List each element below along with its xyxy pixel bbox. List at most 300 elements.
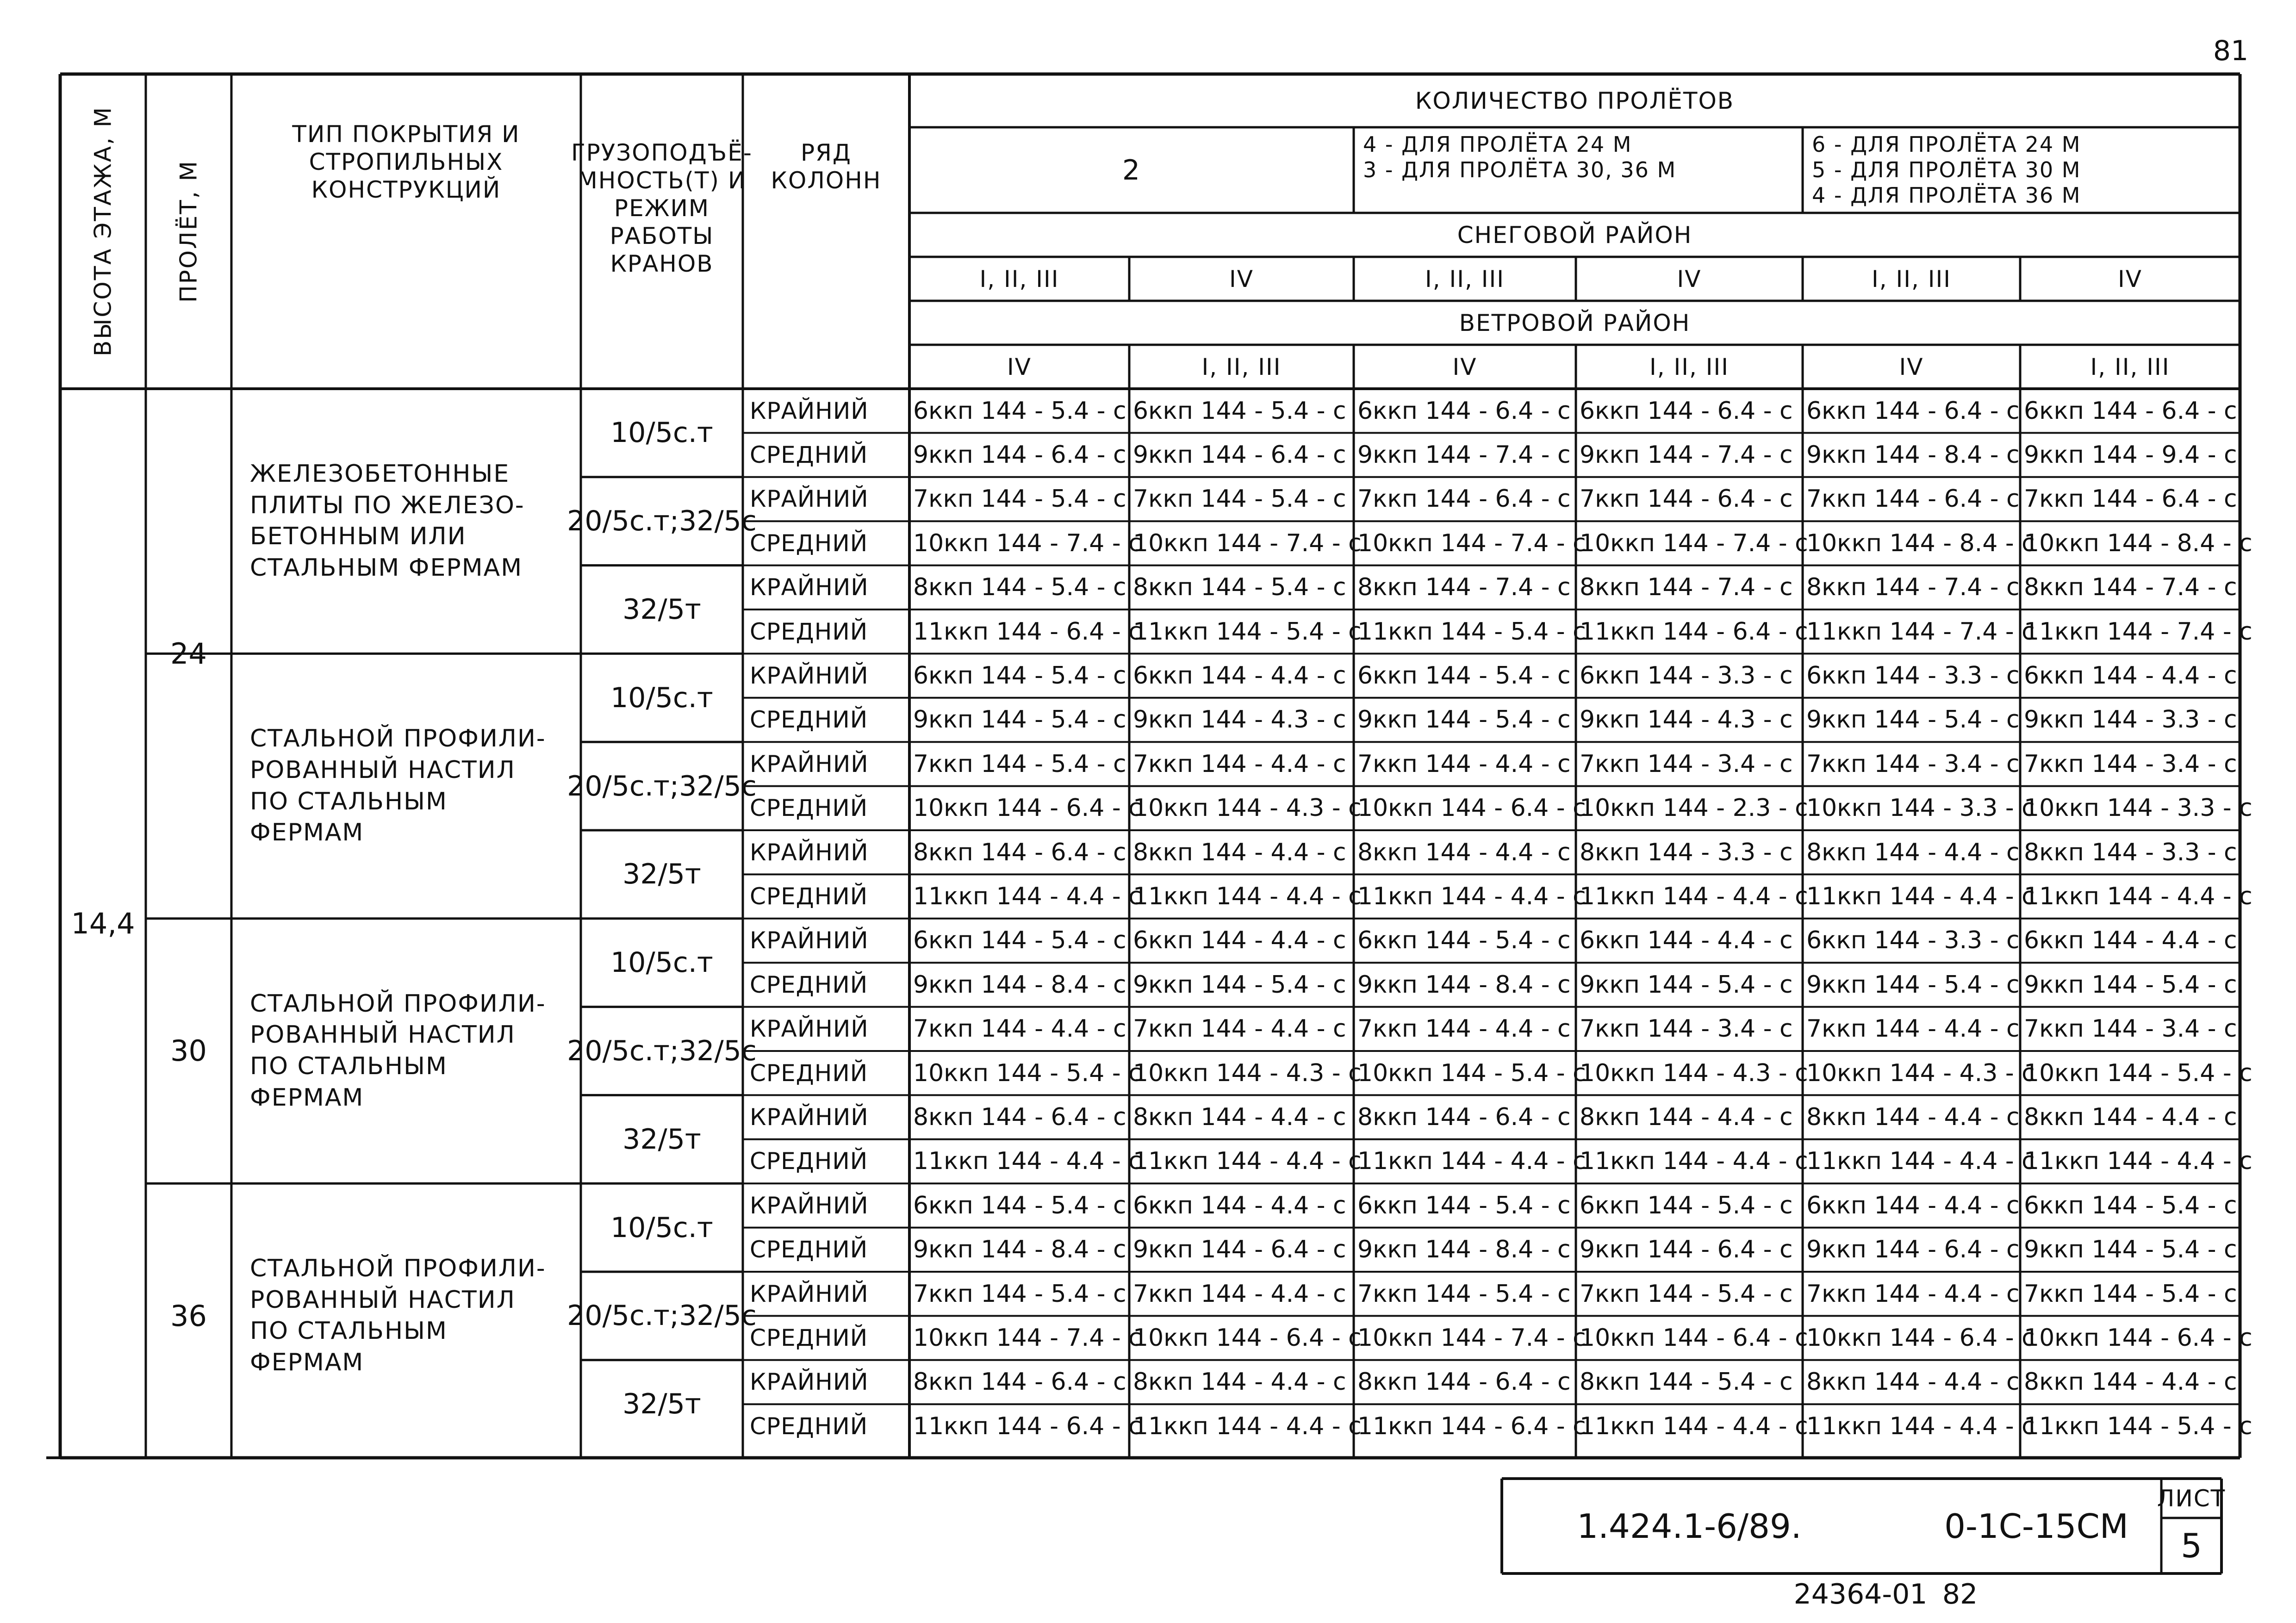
table-cell: [1806, 786, 2035, 830]
table-cell: [1133, 742, 1352, 786]
table-cell-text: 7ккп 144 - 4.4 - с: [1806, 1015, 2020, 1043]
table-cell: [1357, 1360, 1574, 1404]
table-cell-text: 8ккп 144 - 4.4 - с: [1357, 838, 1571, 866]
column-row-label-text: СРЕДНИЙ: [750, 1059, 868, 1087]
crane-capacity: [581, 1095, 743, 1183]
roof-type-cell: [250, 1202, 572, 1430]
table-cell: [1580, 566, 1801, 609]
header-span-text: ПРОЛЁТ, М: [175, 160, 202, 303]
table-cell: [1357, 566, 1574, 609]
wind-region-value: [909, 345, 1129, 389]
table-cell: [1133, 1051, 1362, 1095]
table-cell: [1357, 830, 1574, 874]
header-floor-height-text: ВЫСОТА ЭТАЖА, М: [89, 106, 117, 357]
table-cell: [2024, 521, 2252, 565]
column-row-label-text: СРЕДНИЙ: [750, 706, 868, 734]
table-cell-text: 9ккп 144 - 7.4 - с: [1357, 441, 1571, 469]
table-cell: [913, 1139, 1142, 1183]
column-row-label-text: КРАЙНИЙ: [750, 1015, 869, 1043]
table-cell-text: 10ккп 144 - 8.4 - с: [2024, 529, 2252, 557]
table-cell: [1357, 1228, 1574, 1272]
table-cell-text: 10ккп 144 - 7.4 - с: [1357, 1324, 1586, 1352]
table-cell: [1806, 742, 2018, 786]
table-cell: [913, 433, 1127, 477]
table-cell-text: 8ккп 144 - 6.4 - с: [913, 838, 1126, 866]
column-row-label-text: СРЕДНИЙ: [750, 795, 868, 822]
table-cell-text: 7ккп 144 - 4.4 - с: [1133, 1015, 1346, 1043]
stamp-sheet-number: [2161, 1518, 2221, 1573]
roof-type-line: СТАЛЬНОЙ ПРОФИЛИ-: [250, 725, 546, 753]
table-cell-text: 11ккп 144 - 7.4 - с: [1806, 617, 2035, 646]
table-cell: [1133, 1404, 1362, 1448]
table-cell-text: 10ккп 144 - 4.3 - с: [1133, 794, 1362, 822]
stamp-code: [1921, 1479, 2152, 1573]
table-cell-text: 6ккп 144 - 4.4 - с: [1580, 927, 1793, 955]
column-row-label: [750, 609, 902, 653]
table-cell: [1806, 963, 2018, 1007]
header-column-row-text: РЯД КОЛОНН: [771, 139, 882, 194]
table-cell-text: 6ккп 144 - 5.4 - с: [1357, 662, 1571, 690]
table-cell-text: 8ккп 144 - 6.4 - с: [913, 1103, 1126, 1132]
table-cell: [913, 1316, 1142, 1360]
column-row-label-text: КРАЙНИЙ: [750, 662, 869, 690]
table-cell: [913, 919, 1127, 963]
table-cell-text: 9ккп 144 - 5.4 - с: [1580, 970, 1793, 999]
table-cell-text: 7ккп 144 - 3.4 - с: [1580, 750, 1793, 778]
column-row-label-text: СРЕДНИЙ: [750, 883, 868, 910]
table-cell: [1133, 609, 1362, 653]
wind-region-value-text: IV: [1007, 353, 1032, 380]
table-cell-text: 6ккп 144 - 5.4 - с: [1133, 397, 1346, 425]
table-cell-text: 6ккп 144 - 4.4 - с: [2024, 662, 2237, 690]
table-cell: [1580, 1095, 1801, 1139]
table-cell-text: 11ккп 144 - 6.4 - с: [913, 1412, 1142, 1440]
sheet-mark: [2203, 28, 2259, 74]
table-cell: [2024, 1272, 2238, 1316]
column-row-label-text: СРЕДНИЙ: [750, 1325, 868, 1352]
table-cell-text: 6ккп 144 - 5.4 - с: [1357, 1191, 1571, 1219]
snow-region-value-text: I, II, III: [1425, 265, 1505, 292]
table-cell-text: 9ккп 144 - 5.4 - с: [1133, 970, 1346, 999]
roof-type-line: ПЛИТЫ ПО ЖЕЛЕЗО-: [250, 491, 525, 519]
table-cell-text: 8ккп 144 - 4.4 - с: [1133, 1103, 1346, 1132]
table-cell: [1357, 1272, 1574, 1316]
header-span-count-text: КОЛИЧЕСТВО ПРОЛЁТОВ: [1415, 87, 1735, 114]
snow-region-value: [909, 257, 1129, 301]
table-cell: [913, 1183, 1127, 1227]
archive-page: [1925, 1573, 1995, 1615]
column-row-label: [750, 1183, 902, 1227]
table-cell: [1133, 653, 1352, 697]
table-cell: [2024, 1095, 2238, 1139]
roof-type-line: СТАЛЬНОЙ ПРОФИЛИ-: [250, 1255, 546, 1283]
column-row-label: [750, 698, 902, 742]
span-value: [146, 1183, 231, 1448]
table-cell-text: 6ккп 144 - 6.4 - с: [1580, 397, 1793, 425]
table-cell: [1133, 874, 1362, 918]
table-cell-text: 7ккп 144 - 4.4 - с: [1806, 1280, 2020, 1308]
table-cell: [2024, 698, 2238, 742]
stamp-sheet-label-text: ЛИСТ: [2157, 1485, 2226, 1512]
table-cell-text: 10ккп 144 - 6.4 - с: [1806, 1324, 2035, 1352]
table-cell: [1133, 566, 1352, 609]
table-cell-text: 6ккп 144 - 4.4 - с: [2024, 927, 2237, 955]
crane-capacity: [581, 1360, 743, 1449]
table-cell: [2024, 433, 2238, 477]
table-cell-text: 8ккп 144 - 7.4 - с: [2024, 573, 2237, 602]
table-cell-text: 7ккп 144 - 6.4 - с: [1357, 485, 1571, 513]
table-cell-text: 6ккп 144 - 4.4 - с: [1133, 662, 1346, 690]
table-cell: [1806, 609, 2035, 653]
column-row-label: [750, 830, 902, 874]
table-cell: [1806, 389, 2018, 433]
table-cell-text: 11ккп 144 - 6.4 - с: [913, 617, 1142, 646]
table-cell: [2024, 389, 2238, 433]
table-cell: [1580, 521, 1808, 565]
table-cell-text: 11ккп 144 - 5.4 - с: [2024, 1412, 2252, 1440]
span-count-group: [919, 132, 1344, 208]
column-row-label-text: КРАЙНИЙ: [750, 397, 869, 424]
table-cell-text: 11ккп 144 - 4.4 - с: [1806, 883, 2035, 911]
table-cell-text: 6ккп 144 - 6.4 - с: [1357, 397, 1571, 425]
column-row-label-text: СРЕДНИЙ: [750, 1236, 868, 1263]
table-cell-text: 7ккп 144 - 4.4 - с: [1133, 1280, 1346, 1308]
table-cell-text: 11ккп 144 - 4.4 - с: [2024, 1147, 2252, 1175]
span-value: [146, 389, 231, 919]
crane-capacity-text: 20/5с.т;32/5с: [567, 1034, 757, 1067]
table-cell-text: 7ккп 144 - 4.4 - с: [1357, 750, 1571, 778]
table-cell: [1806, 1316, 2035, 1360]
column-row-label-text: КРАЙНИЙ: [750, 485, 869, 513]
table-cell: [1357, 1095, 1574, 1139]
table-cell-text: 10ккп 144 - 6.4 - с: [1580, 1324, 1808, 1352]
table-cell: [1806, 1007, 2018, 1051]
table-cell: [1133, 1228, 1352, 1272]
table-cell: [1357, 653, 1574, 697]
table-cell: [1580, 698, 1801, 742]
table-cell-text: 11ккп 144 - 6.4 - с: [1580, 617, 1808, 646]
table-cell: [913, 1095, 1127, 1139]
table-cell-text: 8ккп 144 - 7.4 - с: [1580, 573, 1793, 602]
table-cell: [1806, 874, 2035, 918]
table-cell-text: 7ккп 144 - 5.4 - с: [913, 1280, 1126, 1308]
span-count-group: [1363, 132, 1793, 208]
wind-region-value-text: I, II, III: [2090, 353, 2170, 380]
table-cell-text: 11ккп 144 - 4.4 - с: [2024, 883, 2252, 911]
table-cell-text: 8ккп 144 - 4.4 - с: [1580, 1103, 1793, 1132]
table-cell: [1806, 1095, 2018, 1139]
table-cell-text: 8ккп 144 - 5.4 - с: [1580, 1368, 1793, 1396]
table-cell: [913, 1228, 1127, 1272]
table-cell: [2024, 786, 2252, 830]
table-cell-text: 6ккп 144 - 6.4 - с: [1806, 397, 2020, 425]
table-cell: [913, 698, 1127, 742]
span-count-line: 6 - ДЛЯ ПРОЛЁТА 24 М: [1812, 132, 2081, 157]
table-cell: [1806, 698, 2018, 742]
table-cell: [1133, 1007, 1352, 1051]
header-floor-height: [60, 74, 146, 389]
roof-type-line: ФЕРМАМ: [250, 819, 364, 847]
table-cell-text: 8ккп 144 - 4.4 - с: [1806, 838, 2020, 866]
table-cell: [913, 1272, 1127, 1316]
table-cell: [2024, 1316, 2252, 1360]
table-cell: [1580, 830, 1801, 874]
table-cell: [1133, 1183, 1352, 1227]
table-cell-text: 7ккп 144 - 5.4 - с: [1133, 485, 1346, 513]
wind-region-value: [1576, 345, 1803, 389]
crane-capacity-text: 20/5с.т;32/5с: [567, 770, 757, 802]
table-cell: [2024, 1360, 2238, 1404]
table-cell: [1357, 389, 1574, 433]
column-row-label-text: КРАЙНИЙ: [750, 574, 869, 601]
header-snow-region-text: СНЕГОВОЙ РАЙОН: [1457, 221, 1692, 249]
table-cell: [2024, 566, 2238, 609]
table-cell-text: 7ккп 144 - 5.4 - с: [2024, 1280, 2237, 1308]
table-cell: [1133, 698, 1352, 742]
table-cell: [913, 786, 1142, 830]
table-cell-text: 10ккп 144 - 6.4 - с: [1357, 794, 1586, 822]
column-row-label-text: КРАЙНИЙ: [750, 1192, 869, 1219]
table-cell: [913, 566, 1127, 609]
table-cell-text: 11ккп 144 - 4.4 - с: [1133, 1412, 1362, 1440]
stamp-sheet-label: [2157, 1479, 2226, 1518]
table-cell: [1580, 1183, 1801, 1227]
table-cell: [2024, 1051, 2252, 1095]
column-row-label-text: СРЕДНИЙ: [750, 971, 868, 998]
crane-capacity: [567, 742, 757, 830]
table-cell: [1133, 389, 1352, 433]
snow-region-value-text: IV: [1229, 265, 1254, 292]
table-cell-text: 11ккп 144 - 4.4 - с: [1580, 1412, 1808, 1440]
table-cell-text: 11ккп 144 - 4.4 - с: [1133, 1147, 1362, 1175]
column-row-label: [750, 786, 902, 830]
table-cell-text: 10ккп 144 - 4.3 - с: [1580, 1059, 1808, 1087]
snow-region-value: [1354, 257, 1576, 301]
table-cell-text: 7ккп 144 - 4.4 - с: [913, 1015, 1126, 1043]
column-row-label-text: КРАЙНИЙ: [750, 839, 869, 866]
table-cell-text: 7ккп 144 - 3.4 - с: [2024, 750, 2237, 778]
table-cell: [1133, 521, 1362, 565]
column-row-label: [750, 919, 902, 963]
roof-type-line: ФЕРМАМ: [250, 1348, 364, 1376]
table-cell-text: 10ккп 144 - 3.3 - с: [2024, 794, 2252, 822]
wind-region-value-text: IV: [1452, 353, 1477, 380]
table-cell: [1806, 919, 2018, 963]
table-cell-text: 9ккп 144 - 5.4 - с: [2024, 970, 2237, 999]
column-row-label: [750, 653, 902, 697]
crane-capacity: [581, 919, 743, 1007]
roof-type-line: ПО СТАЛЬНЫМ: [250, 1052, 448, 1080]
table-cell: [1357, 742, 1574, 786]
crane-capacity: [581, 653, 743, 742]
table-cell: [2024, 1228, 2238, 1272]
table-cell-text: 9ккп 144 - 6.4 - с: [1580, 1236, 1793, 1264]
header-roof-type-text: ТИП ПОКРЫТИЯ И СТРОПИЛЬНЫХ КОНСТРУКЦИЙ: [292, 121, 520, 203]
table-cell-text: 11ккп 144 - 4.4 - с: [1580, 883, 1808, 911]
table-cell: [1580, 653, 1801, 697]
roof-type-line: РОВАННЫЙ НАСТИЛ: [250, 1021, 516, 1049]
table-cell-text: 7ккп 144 - 4.4 - с: [1133, 750, 1346, 778]
table-cell: [913, 963, 1127, 1007]
table-cell: [2024, 1007, 2238, 1051]
table-cell: [913, 477, 1127, 521]
table-cell-text: 10ккп 144 - 7.4 - с: [1580, 529, 1808, 557]
table-cell-text: 9ккп 144 - 6.4 - с: [913, 441, 1126, 469]
table-cell-text: 10ккп 144 - 4.3 - с: [1133, 1059, 1362, 1087]
table-cell: [1357, 1183, 1574, 1227]
table-cell: [1133, 963, 1352, 1007]
table-cell-text: 11ккп 144 - 4.4 - с: [913, 883, 1142, 911]
table-cell: [1580, 874, 1808, 918]
column-row-label: [750, 1272, 902, 1316]
table-cell: [1133, 786, 1362, 830]
table-cell: [1580, 1007, 1801, 1051]
snow-region-value-text: I, II, III: [1871, 265, 1952, 292]
roof-type-cell: [250, 672, 572, 900]
table-cell-text: 8ккп 144 - 6.4 - с: [1357, 1103, 1571, 1132]
table-cell: [1133, 477, 1352, 521]
column-row-label-text: СРЕДНИЙ: [750, 442, 868, 469]
table-cell-text: 8ккп 144 - 4.4 - с: [2024, 1368, 2237, 1396]
table-cell: [1133, 1316, 1362, 1360]
table-cell-text: 9ккп 144 - 8.4 - с: [913, 1236, 1126, 1264]
table-cell-text: 7ккп 144 - 4.4 - с: [1357, 1015, 1571, 1043]
column-row-label: [750, 1139, 902, 1183]
table-cell-text: 9ккп 144 - 8.4 - с: [1357, 1236, 1571, 1264]
table-cell: [1357, 1139, 1586, 1183]
span-count-line: 3 - ДЛЯ ПРОЛЁТА 30, 36 М: [1363, 157, 1677, 183]
wind-region-value: [2020, 345, 2240, 389]
crane-capacity-text: 10/5с.т: [610, 681, 713, 714]
archive-page-text: 82: [1942, 1578, 1978, 1611]
table-cell-text: 11ккп 144 - 4.4 - с: [1357, 883, 1586, 911]
table-cell-text: 6ккп 144 - 3.3 - с: [1580, 662, 1793, 690]
crane-capacity-text: 32/5т: [622, 593, 701, 626]
table-cell-text: 8ккп 144 - 7.4 - с: [1357, 573, 1571, 602]
table-cell: [1806, 477, 2018, 521]
table-cell: [1580, 1404, 1808, 1448]
table-cell-text: 10ккп 144 - 5.4 - с: [2024, 1059, 2252, 1087]
stamp-sheet-number-text: 5: [2181, 1526, 2202, 1565]
table-cell-text: 9ккп 144 - 8.4 - с: [913, 970, 1126, 999]
crane-capacity-text: 20/5с.т;32/5с: [567, 505, 757, 538]
table-cell-text: 9ккп 144 - 4.3 - с: [1133, 706, 1346, 734]
table-cell-text: 8ккп 144 - 5.4 - с: [913, 573, 1126, 602]
table-cell: [2024, 1183, 2238, 1227]
table-cell-text: 8ккп 144 - 4.4 - с: [2024, 1103, 2237, 1132]
table-cell-text: 6ккп 144 - 6.4 - с: [2024, 397, 2237, 425]
table-cell-text: 8ккп 144 - 4.4 - с: [1133, 838, 1346, 866]
column-row-label-text: КРАЙНИЙ: [750, 1280, 869, 1307]
table-cell-text: 10ккп 144 - 3.3 - с: [1806, 794, 2035, 822]
stamp-code-text: 0-1С-15СМ: [1944, 1506, 2128, 1546]
table-cell: [2024, 919, 2238, 963]
table-cell: [1357, 786, 1586, 830]
table-cell-text: 10ккп 144 - 2.3 - с: [1580, 794, 1808, 822]
wind-region-value-text: IV: [1899, 353, 1924, 380]
span-count-line: 4 - ДЛЯ ПРОЛЁТА 24 М: [1363, 132, 1632, 157]
table-cell: [2024, 477, 2238, 521]
table-cell-text: 6ккп 144 - 3.3 - с: [1806, 927, 2020, 955]
table-cell: [913, 1007, 1127, 1051]
stamp-designation-text: 1.424.1-6/89.: [1577, 1506, 1802, 1546]
table-cell: [1806, 653, 2018, 697]
roof-type-line: ФЕРМАМ: [250, 1083, 364, 1112]
floor-height-value: [60, 389, 146, 1458]
table-cell-text: 10ккп 144 - 7.4 - с: [913, 529, 1142, 557]
table-cell: [1357, 433, 1574, 477]
table-cell: [1580, 1316, 1808, 1360]
table-cell-text: 11ккп 144 - 5.4 - с: [1133, 617, 1362, 646]
table-cell-text: 7ккп 144 - 5.4 - с: [913, 750, 1126, 778]
table-cell: [1806, 1139, 2035, 1183]
table-cell: [1806, 566, 2018, 609]
table-cell: [1133, 1139, 1362, 1183]
table-cell: [913, 1404, 1142, 1448]
table-cell: [913, 874, 1142, 918]
table-cell-text: 6ккп 144 - 3.3 - с: [1806, 662, 2020, 690]
snow-region-value: [2020, 257, 2240, 301]
column-row-label: [750, 1007, 902, 1051]
header-column-row: [743, 139, 909, 231]
table-cell-text: 7ккп 144 - 5.4 - с: [1357, 1280, 1571, 1308]
table-cell: [913, 1051, 1142, 1095]
roof-type-cell: [250, 407, 572, 635]
table-cell: [1806, 1228, 2018, 1272]
table-cell-text: 11ккп 144 - 4.4 - с: [1580, 1147, 1808, 1175]
table-cell-text: 10ккп 144 - 7.4 - с: [913, 1324, 1142, 1352]
crane-capacity: [567, 1007, 757, 1095]
table-cell-text: 6ккп 144 - 5.4 - с: [913, 927, 1126, 955]
table-cell-text: 6ккп 144 - 4.4 - с: [1806, 1191, 2020, 1219]
wind-region-value-text: I, II, III: [1201, 353, 1282, 380]
table-cell-text: 6ккп 144 - 5.4 - с: [2024, 1191, 2237, 1219]
table-cell: [1580, 963, 1801, 1007]
column-row-label: [750, 1095, 902, 1139]
table-cell: [913, 653, 1127, 697]
table-cell-text: 11ккп 144 - 4.4 - с: [1133, 883, 1362, 911]
column-row-label: [750, 566, 902, 609]
column-row-label-text: КРАЙНИЙ: [750, 1104, 869, 1131]
table-cell-text: 10ккп 144 - 5.4 - с: [913, 1059, 1142, 1087]
table-cell-text: 9ккп 144 - 6.4 - с: [1806, 1236, 2020, 1264]
column-row-label: [750, 521, 902, 565]
crane-capacity: [581, 566, 743, 654]
wind-region-value: [1803, 345, 2020, 389]
table-cell-text: 8ккп 144 - 3.3 - с: [1580, 838, 1793, 866]
table-cell-text: 8ккп 144 - 6.4 - с: [913, 1368, 1126, 1396]
table-cell-text: 6ккп 144 - 4.4 - с: [1133, 927, 1346, 955]
table-cell: [2024, 609, 2252, 653]
span-count-group: [1812, 132, 2231, 208]
table-cell: [1806, 1183, 2018, 1227]
table-cell: [1357, 1404, 1586, 1448]
table-cell-text: 11ккп 144 - 4.4 - с: [913, 1147, 1142, 1175]
column-row-label: [750, 1404, 902, 1448]
span-value-text: 24: [170, 636, 207, 671]
table-cell-text: 6ккп 144 - 4.4 - с: [1133, 1191, 1346, 1219]
table-cell: [1357, 609, 1586, 653]
snow-region-value: [1129, 257, 1354, 301]
header-wind-region-text: ВЕТРОВОЙ РАЙОН: [1459, 309, 1691, 336]
table-cell: [1580, 742, 1801, 786]
table-cell: [1133, 830, 1352, 874]
table-cell-text: 10ккп 144 - 7.4 - с: [1133, 529, 1362, 557]
table-cell-text: 6ккп 144 - 5.4 - с: [913, 662, 1126, 690]
table-cell-text: 9ккп 144 - 8.4 - с: [1806, 441, 2020, 469]
roof-type-line: РОВАННЫЙ НАСТИЛ: [250, 756, 516, 784]
table-cell-text: 9ккп 144 - 5.4 - с: [1806, 706, 2020, 734]
